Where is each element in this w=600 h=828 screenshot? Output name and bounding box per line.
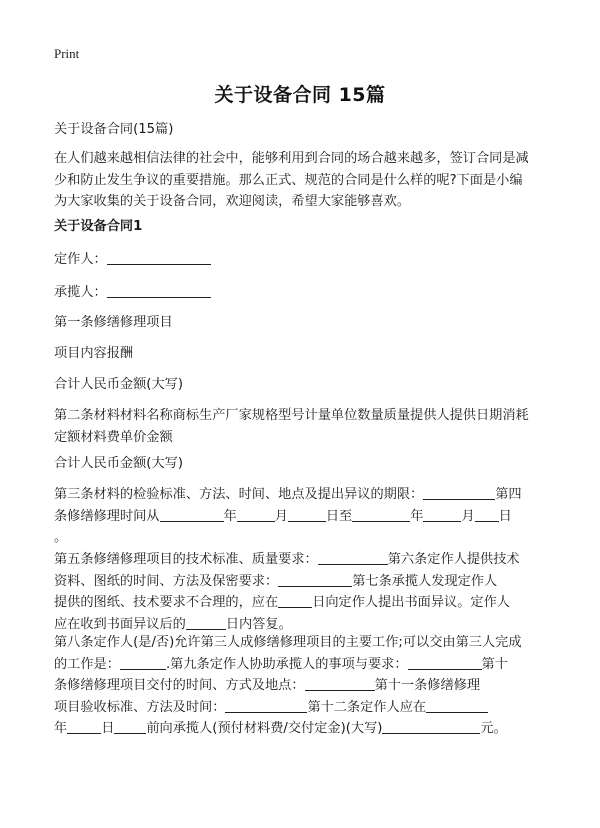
day-label: 日 (498, 508, 512, 524)
blank (475, 507, 499, 522)
article-9-text: .第九条定作人协助承揽人的事项与要求： (165, 656, 408, 672)
blank (352, 507, 410, 522)
blank (423, 507, 461, 522)
article-7-text: 第七条承揽人发现定作人 (352, 573, 498, 589)
article-11-text: 项目验收标准、方法及时间： (54, 699, 226, 715)
blank (67, 719, 101, 734)
blank (426, 698, 488, 713)
blank (382, 719, 480, 734)
intro-line: 少和防止发生争议的重要措施。那么正式、规范的合同是什么样的呢?下面是小编 (54, 172, 523, 188)
article-12-end: 元。 (480, 721, 507, 736)
party-a-blank (107, 250, 211, 265)
article-12-text: 前向承揽人(预付材料费/交付定金)(大写) (146, 721, 383, 736)
party-b-line (54, 282, 546, 304)
article-7-text: 提供的图纸、技术要求不合理的，应在 (54, 595, 279, 610)
article-8-text: 第八条定作人(是/否)允许第三人成修缮修理项目的主要工作;可以交由第三人完成 (54, 635, 522, 650)
article-2-line: 定额材料费单价金额 (54, 429, 173, 445)
party-a-line (54, 249, 546, 271)
article-7-text: 日内答复。 (225, 616, 292, 632)
blank (186, 615, 226, 630)
blank (278, 572, 352, 587)
party-b-label: 承揽人： (54, 285, 107, 300)
blank (120, 655, 166, 670)
total-amount-2: 合计人民币金额(大写) (54, 456, 183, 471)
article-11-text: 第十一条修缮修理 (374, 678, 481, 693)
total-amount-1: 合计人民币金额(大写) (54, 377, 183, 392)
article-3-end: 。 (54, 530, 68, 545)
article-10-label: 第十 (481, 656, 508, 672)
article-7-text: 应在收到书面异议后的 (54, 616, 186, 632)
article-5-text: 第五条修缮修理项目的技术标准、质量要求： (54, 552, 318, 567)
intro-line: 在人们越来越相信法律的社会中，能够利用到合同的场合越来越多，签订合同是减 (54, 151, 529, 166)
article-2-line: 第二条材料材料名称商标生产厂家规格型号计量单位数量质量提供人提供日期消耗 (54, 408, 529, 423)
party-a-label: 定作人： (54, 252, 107, 267)
item-content: 项目内容报酬 (54, 346, 134, 361)
article-12-text: 第十二条定作人应在 (307, 699, 427, 715)
blank (160, 507, 224, 522)
article-8-text: 的工作是： (54, 656, 120, 672)
blank (423, 485, 495, 500)
article-5 (54, 549, 546, 635)
article-3-text: 第三条材料的检验标准、方法、时间、地点及提出异议的期限： (54, 487, 424, 502)
blank (278, 593, 312, 608)
blank (408, 655, 482, 670)
article-7-text: 日向定作人提出书面异议。定作人 (312, 595, 510, 610)
section-heading: 关于设备合同1 (54, 219, 143, 234)
article-8 (54, 632, 546, 740)
document-title: 关于设备合同 15篇 (214, 84, 386, 106)
year-label: 年 (54, 721, 68, 736)
blank (305, 676, 375, 691)
subtitle: 关于设备合同(15篇) (54, 122, 174, 137)
month-label: 月 (461, 508, 475, 524)
party-b-blank (107, 283, 211, 298)
blank (225, 698, 307, 713)
blank (318, 550, 388, 565)
article-1: 第一条修缮修理项目 (54, 315, 173, 330)
intro-paragraph (54, 148, 546, 213)
article-3 (54, 484, 546, 549)
intro-line: 为大家收集的关于设备合同，欢迎阅读，希望大家能够喜欢。 (54, 194, 411, 209)
article-4-label: 第四 (495, 487, 522, 502)
blank (237, 507, 275, 522)
article-10-text: 条修缮修理项目交付的时间、方式及地点： (54, 678, 305, 693)
day-label: 日 (101, 721, 115, 736)
article-6-text: 资料、图纸的时间、方法及保密要求： (54, 573, 279, 589)
article-6-text: 第六条定作人提供技术 (387, 552, 520, 567)
article-2 (54, 405, 546, 448)
blank (288, 507, 326, 522)
article-4-text: 条修缮修理时间从 (54, 508, 160, 524)
year-label: 年 (410, 508, 424, 524)
print-label[interactable]: Print (54, 46, 80, 61)
month-label: 月 (274, 508, 288, 524)
blank (114, 719, 146, 734)
year-label: 年 (223, 508, 237, 524)
day-to-label: 日至 (325, 508, 353, 524)
